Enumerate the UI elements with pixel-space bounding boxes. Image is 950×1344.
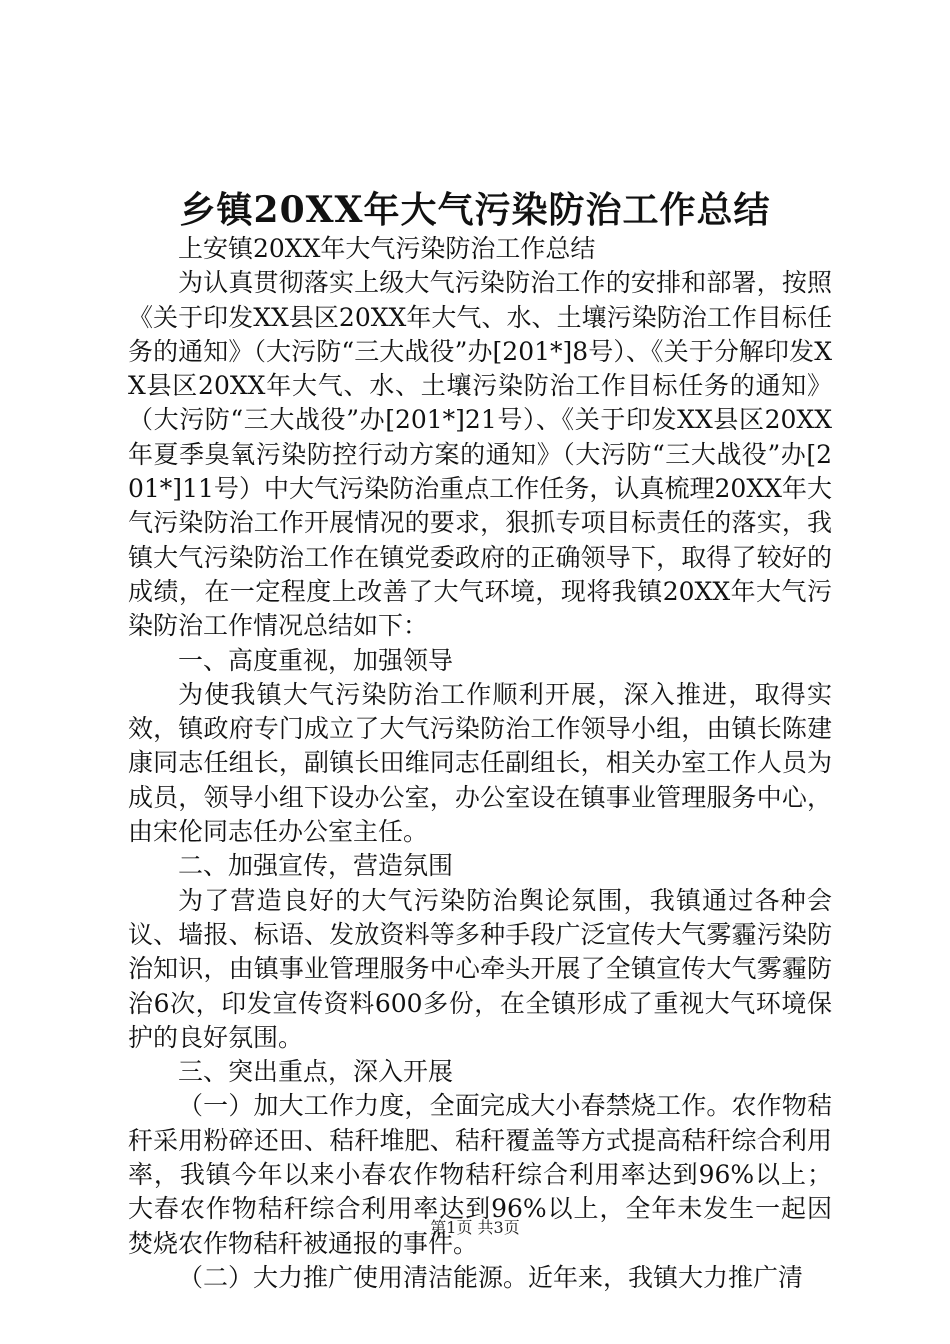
section-heading-3: 三、突出重点，深入开展 bbox=[178, 1057, 454, 1087]
paragraph-section-1: 为使我镇大气污染防治工作顺利开展，深入推进，取得实效，镇政府专门成立了大气污染防治工作领导小组，由镇长陈建康同志任组长，副镇长田维同志任副组长，相关办室工作人员为成员，领导小组下设办公室，办公室设在镇事业管理服务中心，由宋伦同志任办公室主任。 bbox=[128, 679, 832, 847]
document-title: 乡镇20XX年大气污染防治工作总结 bbox=[179, 189, 771, 231]
page-footer: 第1页 共3页 bbox=[430, 1218, 520, 1237]
section-heading-2: 二、加强宣传，营造氛围 bbox=[178, 851, 454, 881]
section-heading-1: 一、高度重视，加强领导 bbox=[178, 645, 454, 675]
paragraph-subtitle: 上安镇20XX年大气污染防治工作总结 bbox=[178, 234, 596, 263]
paragraph-section-2: 为了营造良好的大气污染防治舆论氛围，我镇通过各种会议、墙报、标语、发放资料等多种手段广泛宣传大气雾霾污染防治知识，由镇事业管理服务中心牵头开展了全镇宣传大气雾霾防治6次，印发宣传资料600多份，在全镇形成了重视大气环境保护的良好氛围。 bbox=[128, 885, 832, 1052]
paragraph-section-3-item-2: （二）大力推广使用清洁能源。近年来，我镇大力推广清 bbox=[178, 1262, 804, 1292]
paragraph-intro: 为认真贯彻落实上级大气污染防治工作的安排和部署，按照《关于印发XX县区20XX年大气、水、土壤污染防治工作目标任务的通知》（大污防“三大战役”办[201*]8号）、《关于分解印发XX县区20XX年大气、水、土壤污染防治工作目标任务的通知》（大污防“三大战役”办[201*]21号）、《关于印发XX县区20XX年夏季臭氧污染防控行动方案的通知》（大污防“三大战役”办[201*]11号）中大气污染防治重点工作任务，认真梳理20XX年大气污染防治工作开展情况的要求，狠抓专项目标责任的落实，我镇大气污染防治工作在镇党委政府的正确领导下，取得了较好的成绩，在一定程度上改善了大气环境，现将我镇20XX年大气污染防治工作情况总结如下： bbox=[128, 268, 832, 641]
paragraph-section-3-item-1: （一）加大工作力度，全面完成大小春禁烧工作。农作物秸秆采用粉碎还田、秸秆堆肥、秸秆覆盖等方式提高秸秆综合利用率，我镇今年以来小春农作物秸秆综合利用率达到96%以上；大春农作物秸秆综合利用率达到96%以上，全年未发生一起因焚烧农作物秸秆被通报的事件。 bbox=[128, 1091, 832, 1258]
document-body bbox=[128, 232, 832, 1295]
